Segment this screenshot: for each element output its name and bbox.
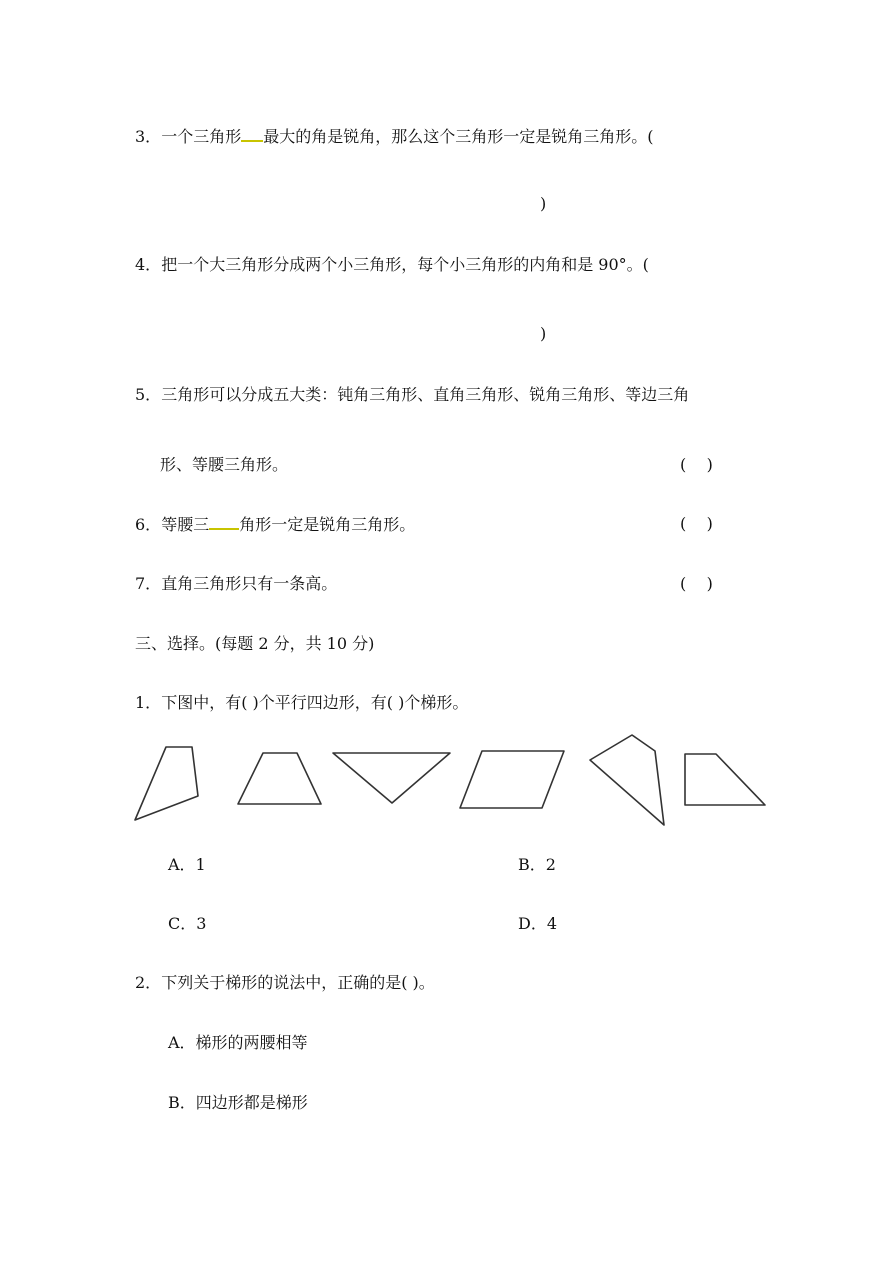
- highlight-mark: [209, 514, 239, 530]
- section-heading: 三、选择。(每题 2 分，共 10 分): [135, 634, 375, 653]
- option-b[interactable]: B．四边形都是梯形: [168, 1093, 308, 1112]
- question-number: 3．: [135, 127, 162, 146]
- question-text: 角形一定是锐角三角形。: [239, 515, 416, 534]
- shape-irregular-quadrilateral: [135, 747, 198, 820]
- question-number: 2．: [135, 973, 162, 992]
- question-text: 最大的角是锐角，那么这个三角形一定是锐角三角形。(: [263, 127, 654, 146]
- mc-question-2: [135, 973, 435, 993]
- option-b[interactable]: B．2: [518, 855, 556, 874]
- answer-paren-close: ): [540, 324, 547, 343]
- answer-paren-close: ): [540, 194, 547, 213]
- option-a[interactable]: A．梯形的两腰相等: [168, 1033, 308, 1052]
- question-6: [135, 514, 415, 535]
- answer-paren[interactable]: ( ): [680, 574, 713, 593]
- question-number: 7．: [135, 574, 162, 593]
- answer-paren[interactable]: ( ): [680, 455, 713, 474]
- question-text: 直角三角形只有一条高。: [161, 574, 338, 593]
- mc-question-1: [135, 693, 468, 713]
- question-text: 下列关于梯形的说法中，正确的是( )。: [161, 973, 435, 992]
- question-text: 一个三角形: [161, 127, 242, 146]
- question-7: [135, 574, 337, 594]
- option-c[interactable]: C．3: [168, 914, 207, 933]
- shape-kite-quadrilateral: [590, 735, 664, 825]
- highlight-mark: [241, 126, 263, 142]
- question-text: 三角形可以分成五大类：钝角三角形、直角三角形、锐角三角形、等边三角: [161, 385, 690, 404]
- answer-paren[interactable]: ( ): [680, 514, 713, 533]
- shapes-figure: [0, 725, 892, 835]
- question-5-line2: 形、等腰三角形。: [160, 455, 289, 474]
- shape-right-trapezoid: [685, 754, 765, 805]
- shape-triangle: [333, 753, 450, 803]
- question-text: 把一个大三角形分成两个小三角形，每个小三角形的内角和是 90°。(: [161, 255, 649, 274]
- question-number: 1．: [135, 693, 162, 712]
- question-3: [135, 126, 653, 147]
- question-5: [135, 385, 689, 405]
- question-4: [135, 255, 649, 275]
- option-d[interactable]: D．4: [518, 914, 558, 933]
- question-number: 5．: [135, 385, 162, 404]
- shape-parallelogram: [460, 751, 564, 808]
- shape-trapezoid: [238, 753, 321, 804]
- question-text: 下图中，有( )个平行四边形，有( )个梯形。: [161, 693, 469, 712]
- question-number: 4．: [135, 255, 162, 274]
- option-a[interactable]: A．1: [168, 855, 206, 874]
- question-text: 等腰三: [161, 515, 210, 534]
- question-number: 6．: [135, 515, 162, 534]
